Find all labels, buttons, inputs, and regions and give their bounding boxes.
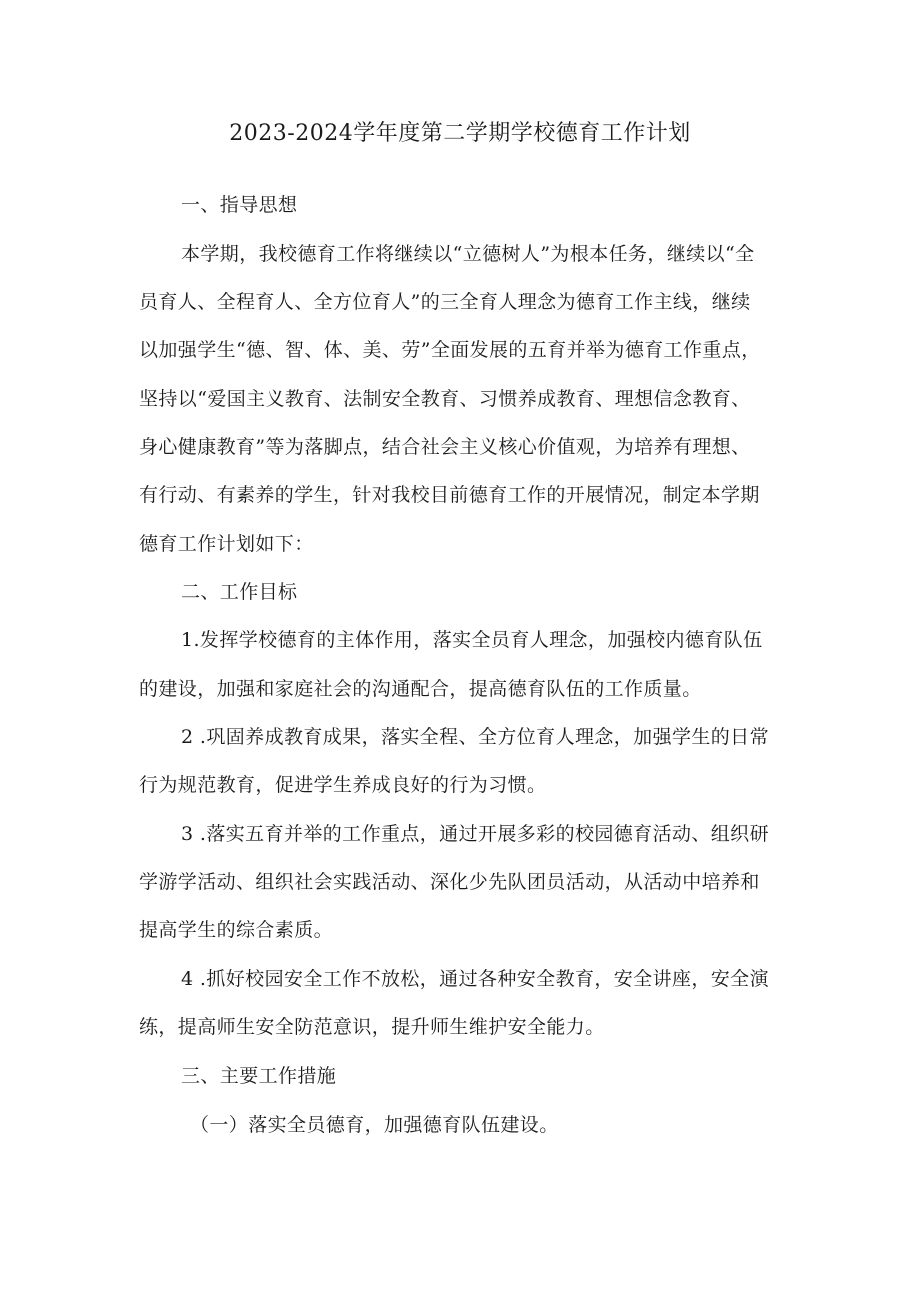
paragraph-line: 以加强学生“德、智、体、美、劳”全面发展的五育并举为德育工作重点， <box>139 339 761 361</box>
paragraph-line: 坚持以“爱国主义教育、法制安全教育、习惯养成教育、理想信念教育、 <box>139 388 751 410</box>
paragraph-line: 员育人、全程育人、全方位育人”的三全育人理念为德育工作主线，继续 <box>139 291 751 313</box>
paragraph-line: 本学期，我校德育工作将继续以“立德树人”为根本任务，继续以“全 <box>181 243 755 265</box>
paragraph-line: 有行动、有素养的学生，针对我校目前德育工作的开展情况，制定本学期 <box>139 484 760 506</box>
goal-item-3-line: 学游学活动、组织社会实践活动、深化少先队团员活动，从活动中培养和 <box>139 871 760 893</box>
goal-item-3-line: 提高学生的综合素质。 <box>139 919 334 941</box>
subsection-heading-1: （一）落实全员德育，加强德育队伍建设。 <box>190 1114 559 1136</box>
section-heading-main-measures: 三、主要工作措施 <box>181 1065 337 1087</box>
goal-item-4-line: 4 .抓好校园安全工作不放松，通过各种安全教育，安全讲座，安全演 <box>181 968 769 990</box>
goal-item-1-line: 1.发挥学校德育的主体作用，落实全员育人理念，加强校内德育队伍 <box>181 629 763 651</box>
goal-item-1-line: 的建设，加强和家庭社会的沟通配合，提高德育队伍的工作质量。 <box>139 678 702 700</box>
goal-item-3-line: 3 .落实五育并举的工作重点，通过开展多彩的校园德育活动、组织研 <box>181 823 769 845</box>
goal-item-2-line: 行为规范教育，促进学生养成良好的行为习惯。 <box>139 774 547 796</box>
goal-item-2-line: 2 .巩固养成教育成果，落实全程、全方位育人理念，加强学生的日常 <box>181 726 769 748</box>
paragraph-line: 身心健康教育”等为落脚点，结合社会主义核心价值观，为培养有理想、 <box>139 436 751 458</box>
section-heading-work-goals: 二、工作目标 <box>181 581 298 603</box>
goal-item-4-line: 练，提高师生安全防范意识，提升师生维护安全能力。 <box>139 1016 605 1038</box>
paragraph-line: 德育工作计划如下： <box>139 533 314 555</box>
section-heading-guiding-ideology: 一、指导思想 <box>181 194 298 216</box>
document-title: 2023-2024学年度第二学期学校德育工作计划 <box>229 121 691 146</box>
